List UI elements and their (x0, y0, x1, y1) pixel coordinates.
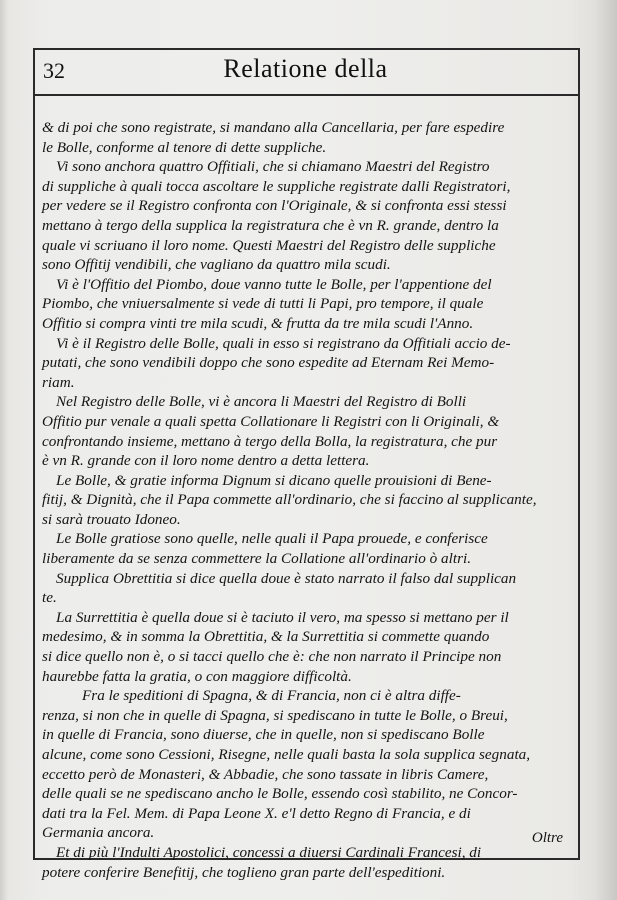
page-gutter-shadow (0, 0, 8, 900)
text-line: te. (42, 589, 57, 607)
text-line: è vn R. grande con il loro nome dentro a detta lettera. (42, 452, 370, 470)
text-line: alcune, come sono Cessioni, Risegne, nelle quali basta la sola supplica segnata, (42, 746, 531, 763)
text-line: Nel Registro delle Bolle, vi è ancora li Maestri del Registro di Bolli (56, 393, 467, 411)
text-line: Offitio si compra vinti tre mila scudi, & frutta da tre mila scudi l'Anno. (42, 314, 474, 332)
text-line: Vi è il Registro delle Bolle, quali in esso si registrano da Offitiali accio de- (56, 334, 511, 352)
page-number: 32 (43, 58, 65, 83)
header-rule (33, 94, 578, 96)
running-title: Relatione della (223, 54, 388, 83)
page-edge-shadow (595, 0, 617, 900)
text-line: delle quali se ne spediscano ancho le Bolle, essendo così stabilito, ne Concor- (42, 785, 518, 803)
text-line: Germania ancora. (42, 824, 155, 842)
page-header (33, 52, 578, 92)
text-line: si sarà trouato Idoneo. (42, 510, 181, 528)
text-line: liberamente da se senza commettere la Collatione all'ordinario ò altri. (42, 550, 472, 568)
text-line: Supplica Obrettitia si dice quella doue è stato narrato il falso dal supplican (56, 569, 517, 587)
text-line: le Bolle, conforme al tenore di dette suppliche. (42, 138, 327, 156)
text-line: Vi sono anchora quattro Offitiali, che si chiamano Maestri del Registro (56, 158, 490, 176)
text-line: & di poi che sono registrate, si mandano alla Cancellaria, per fare espedire (42, 119, 505, 136)
text-line: Fra le speditioni di Spagna, & di Francia, non ci è altra diffe- (82, 687, 461, 705)
text-line: quale vi scriuano il loro nome. Questi Maestri del Registro delle suppliche (42, 236, 496, 254)
text-line: Offitio pur venale a quali spetta Collationare li Registri con li Originali, & (42, 412, 500, 430)
text-line: putati, che sono vendibili doppo che sono espedite ad Eternam Rei Memo- (42, 354, 495, 372)
text-line: Le Bolle, & gratie informa Dignum si dicano quelle prouisioni di Bene- (56, 471, 492, 489)
text-line: per vedere se il Registro confronta con l'Originale, & si confronta essi stessi (42, 197, 507, 215)
text-line: renza, si non che in quelle di Spagna, si spediscano in tutte le Bolle, o Breui, (42, 706, 508, 724)
catchword: Oltre (531, 830, 563, 846)
text-line: dati tra la Fel. Mem. di Papa Leone X. e'l detto Regno di Francia, e di (42, 804, 471, 822)
text-line: Et di più l'Indulti Apostolici, concessi a diuersi Cardinali Francesi, di (56, 843, 482, 861)
text-line: eccetto però de Monasteri, & Abbadie, che sono tassate in libris Camere, (42, 765, 489, 783)
text-line: mettano à tergo della supplica la registratura che è vn R. grande, dentro la (42, 216, 499, 234)
text-line: confrontando insieme, mettano à tergo della Bolla, la registratura, che pur (42, 432, 498, 450)
text-line: potere conferire Benefitij, che toglieno gran parte dell'espeditioni. (42, 863, 446, 881)
text-line: haurebbe fatta la gratia, o con maggiore difficoltà. (42, 667, 352, 685)
text-line: La Surrettitia è quella doue si è taciuto il vero, ma spesso si mettano per il (56, 608, 509, 626)
text-line: fitij, & Dignità, che il Papa commette all'ordinario, che si faccino al supplicante, (42, 491, 537, 509)
text-line: Piombo, che vniuersalmente si vede di tutti li Papi, pro tempore, il quale (42, 295, 484, 313)
text-line: si dice quello non è, o si tacci quello che è: che non narrato il Principe non (42, 648, 502, 666)
text-line: di suppliche à quali tocca ascoltare le suppliche registrate dalli Registratori, (42, 177, 511, 195)
text-line: Le Bolle gratiose sono quelle, nelle quali il Papa prouede, e conferisce (56, 530, 488, 548)
text-line: medesimo, & in somma la Obrettitia, & la Surrettitia si commette quando (42, 628, 490, 646)
text-line: sono Offitij vendibili, che vagliano da quattro mila scudi. (42, 256, 391, 274)
text-line: Vi è l'Offitio del Piombo, doue vanno tutte le Bolle, per l'appentione del (56, 275, 492, 293)
text-line: in quelle di Francia, sono diuerse, che in quelle, non si spediscano Bolle (42, 726, 485, 744)
page-body-text (42, 118, 570, 882)
text-line: riam. (42, 373, 75, 391)
